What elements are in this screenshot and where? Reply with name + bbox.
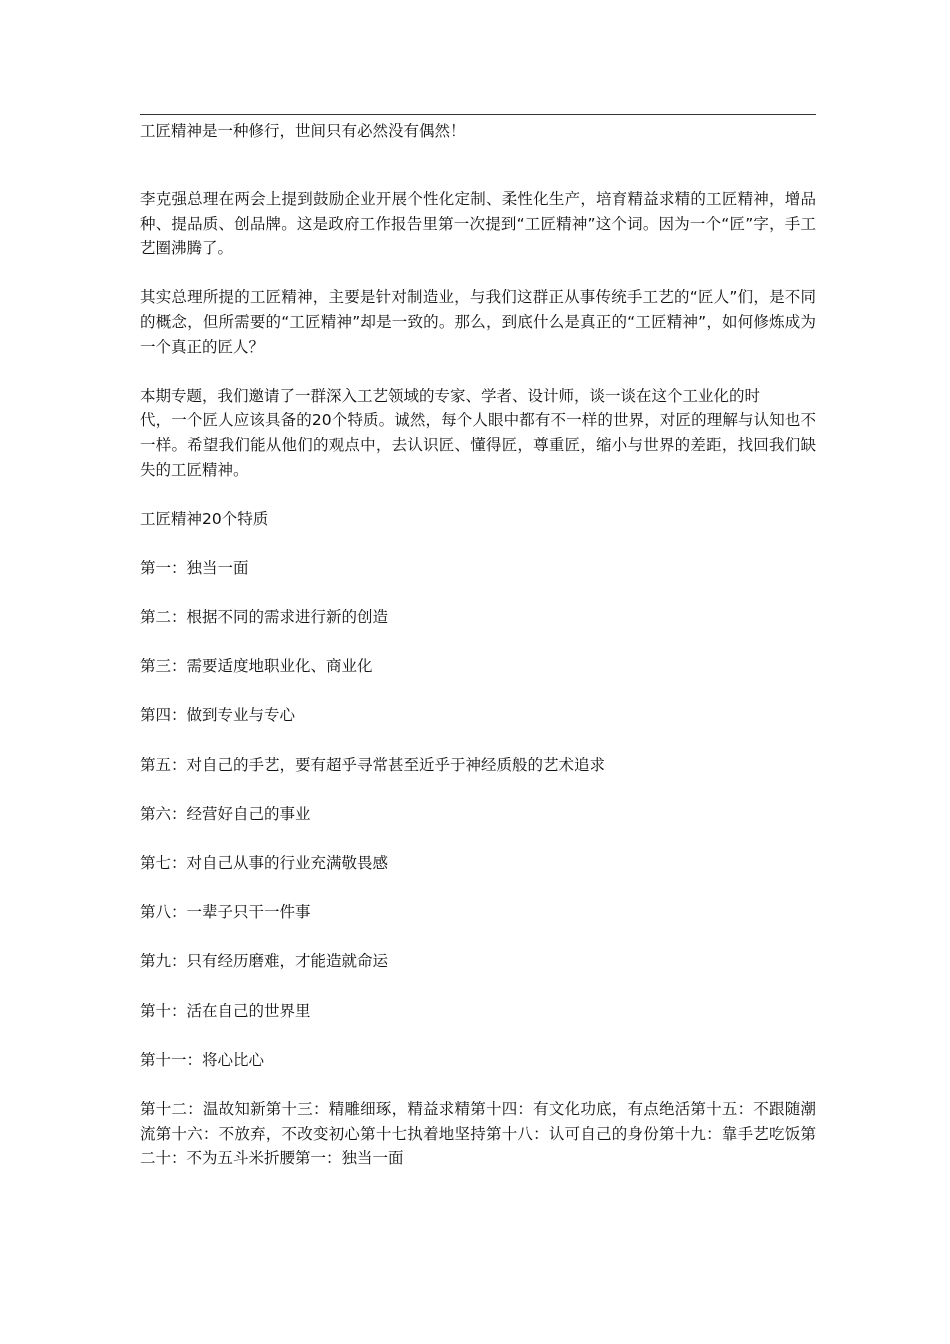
paragraph-concept: 其实总理所提的工匠精神，主要是针对制造业，与我们这群正从事传统手工艺的“匠人”们，是不同的概念，但所需要的“工匠精神”却是一致的。那么，到底什么是真正的“工匠精神”，如何修炼成为一个真正的匠人？	[140, 288, 816, 356]
list-item: 第九：只有经历磨难，才能造就命运	[140, 952, 389, 971]
list-item: 第二：根据不同的需求进行新的创造	[140, 608, 389, 627]
list-heading: 工匠精神20个特质	[140, 509, 269, 528]
list-item: 第四：做到专业与专心	[140, 706, 296, 725]
list-item: 第六：经营好自己的事业	[140, 804, 311, 823]
paragraph-intro: 李克强总理在两会上提到鼓励企业开展个性化定制、柔性化生产，培育精益求精的工匠精神，增品种、提品质、创品牌。这是政府工作报告里第一次提到“工匠精神”这个词。因为一个“匠”字，手工艺圈沸腾了。	[140, 190, 816, 258]
list-item: 第十：活在自己的世界里	[140, 1001, 311, 1020]
list-item: 第一：独当一面	[140, 558, 249, 577]
list-item: 第十一：将心比心	[140, 1050, 265, 1069]
document-page	[140, 0, 816, 1344]
list-item: 第七：对自己从事的行业充满敬畏感	[140, 854, 389, 873]
document-body	[140, 187, 816, 1171]
list-item: 第八：一辈子只干一件事	[140, 903, 311, 922]
list-item: 第五：对自己的手艺，要有超乎寻常甚至近乎于神经质般的艺术追求	[140, 755, 606, 774]
list-item: 第三：需要适度地职业化、商业化	[140, 657, 373, 676]
paragraph-topic-line2: 代，一个匠人应该具备的20个特质。诚然，每个人眼中都有不一样的世界，对匠的理解与认知也不一样。希望我们能从他们的观点中，去认识匠、懂得匠，尊重匠，缩小与世界的差距，找回我们缺失的工匠精神。	[140, 411, 816, 479]
document-title: 工匠精神是一种修行，世间只有必然没有偶然！	[140, 122, 466, 140]
header-rule	[140, 114, 816, 115]
closing-paragraph: 第十二：温故知新第十三：精雕细琢，精益求精第十四：有文化功底，有点绝活第十五：不跟随潮流第十六：不放弃，不改变初心第十七执着地坚持第十八：认可自己的身份第十九：靠手艺吃饭第二十：不为五斗米折腰第一：独当一面	[140, 1099, 816, 1168]
paragraph-topic-line1: 本期专题，我们邀请了一群深入工艺领域的专家、学者、设计师，谈一谈在这个工业化的时	[140, 386, 761, 405]
